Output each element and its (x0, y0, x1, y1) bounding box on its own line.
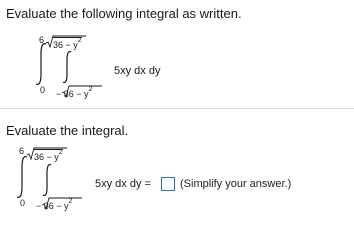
inner-upper-limit (53, 37, 82, 50)
step-outer-integral-sign (15, 155, 31, 199)
outer-integral-sign (34, 42, 50, 86)
step-inner-lower-text: − 36 − y (36, 201, 69, 211)
outer-upper-limit: 6 (39, 35, 45, 45)
step-outer-lower-limit: 0 (20, 198, 26, 208)
step-inner-upper-exponent: 2 (58, 149, 63, 156)
inner-integral-sign (62, 50, 74, 84)
inner-upper-text: 36 − y (53, 40, 78, 50)
step-inner-upper-limit (34, 149, 63, 162)
step-title: Evaluate the integral. (6, 123, 129, 138)
answer-input-box[interactable] (161, 177, 175, 191)
inner-lower-text: − 36 − y (56, 89, 89, 99)
prompt-text: Evaluate the following integral as written. (6, 6, 242, 21)
step-inner-upper-text: 36 − y (34, 152, 59, 162)
sqrt-lower-icon (62, 86, 74, 98)
step-inner-integral-sign (42, 163, 54, 197)
outer-lower-limit: 0 (40, 85, 46, 95)
inner-upper-exponent: 2 (77, 37, 82, 44)
step-inner-lower-exponent: 2 (68, 198, 73, 205)
step-integrand-text: 5xy dx dy = (95, 178, 151, 190)
step-sqrt-lower-icon (42, 198, 54, 210)
section-divider (0, 108, 354, 109)
step-outer-upper-limit: 6 (19, 146, 25, 156)
integrand-text: 5xy dx dy (114, 65, 161, 77)
simplify-hint: (Simplify your answer.) (180, 178, 292, 190)
inner-lower-exponent: 2 (88, 86, 93, 93)
